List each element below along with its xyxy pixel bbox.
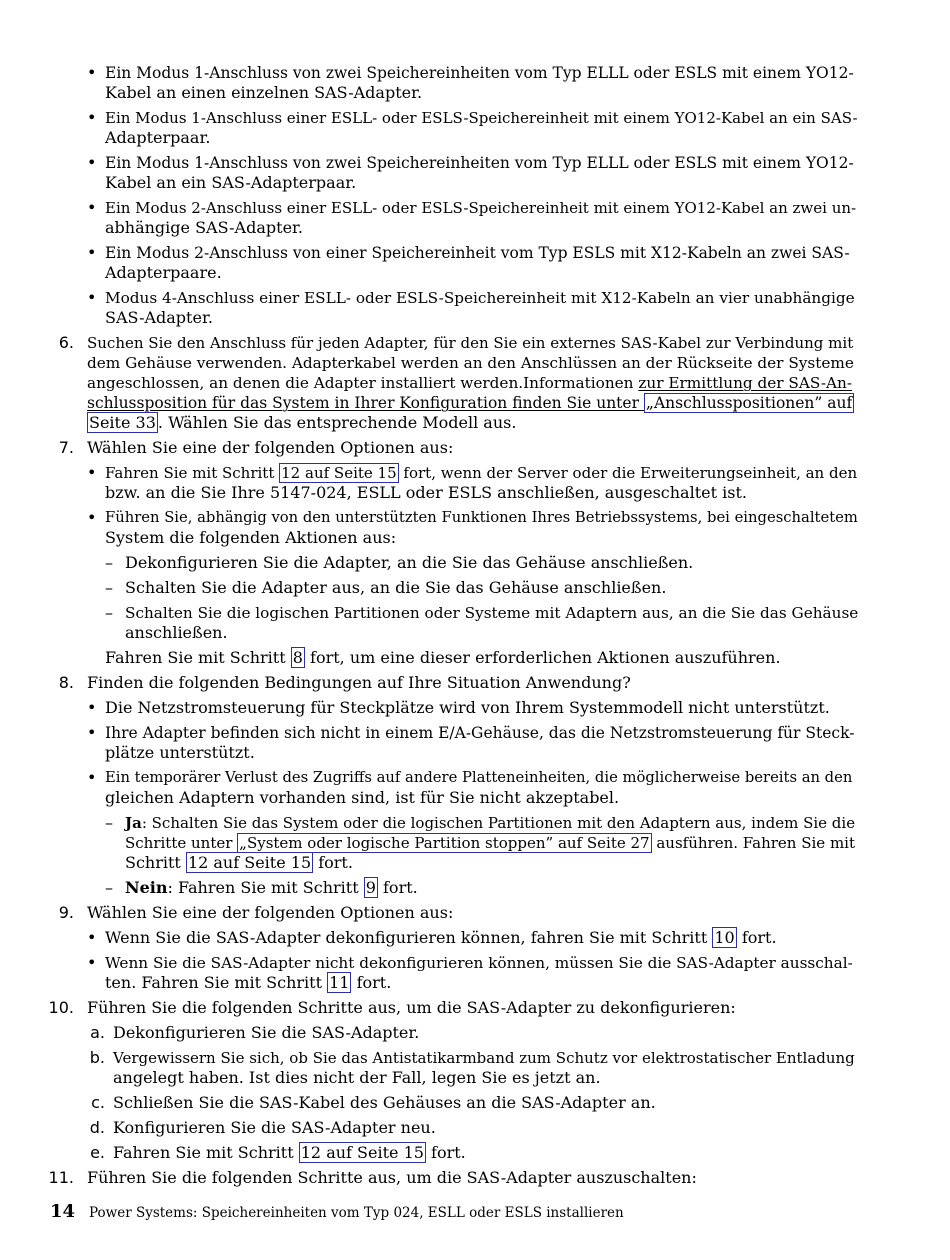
step-text: Führen Sie die folgenden Schritte aus, um die SAS-Adapter zu dekonfigurieren:	[87, 998, 736, 1017]
dash: –	[105, 603, 113, 622]
sub-item-text: Ja: Schalten Sie das System oder die logischen Partitionen mit den Adaptern aus, indem Sie die	[125, 814, 856, 832]
step-number: 8.	[58, 673, 74, 692]
step-number: 7.	[58, 438, 74, 457]
list-item-text: Ein Modus 1-Anschluss von zwei Speichereinheiten vom Typ ELLL oder ESLS mit einem YO12-	[105, 64, 854, 82]
step-text: angeschlossen, an denen die Adapter installiert werden.Informationen zur Ermittlung der SAS-An-	[87, 374, 853, 392]
step-text: dem Gehäuse verwenden. Adapterkabel werden an den Anschlüssen an der Rückseite der Systeme	[87, 354, 854, 372]
bullet: •	[87, 698, 97, 717]
bullet: •	[87, 768, 97, 787]
answer-yes-label: Ja	[125, 814, 142, 832]
answer-no-label: Nein	[125, 878, 168, 897]
sub-step-letter: d.	[89, 1118, 105, 1137]
bullet: •	[87, 63, 97, 82]
step-text: Wählen Sie eine der folgenden Optionen aus:	[87, 903, 454, 922]
step-number: 9.	[58, 903, 74, 922]
bullet: •	[87, 198, 97, 217]
bullet: •	[87, 153, 97, 172]
sub-item-text: Dekonfigurieren Sie die Adapter, an die Sie das Gehäuse anschließen.	[125, 553, 694, 572]
bullet: •	[87, 723, 97, 742]
step-number: 6.	[58, 333, 74, 352]
list-item-text: Wenn Sie die SAS-Adapter nicht dekonfigurieren können, müssen Sie die SAS-Adapter ausschal-	[105, 954, 853, 972]
step-text: Seite 33 . Wählen Sie das entsprechende Modell aus.	[89, 413, 517, 432]
step-text: Wählen Sie eine der folgenden Optionen aus:	[87, 438, 454, 457]
sub-item-text: Schalten Sie die logischen Partitionen oder Systeme mit Adaptern aus, an die Sie das Gehäuse	[125, 604, 859, 622]
list-item-text: Kabel an ein SAS-Adapterpaar.	[105, 173, 357, 192]
cross-reference-link[interactable]: „System oder logische Partition stoppen” auf Seite 27	[239, 834, 650, 852]
list-item-text: abhängige SAS-Adapter.	[105, 218, 304, 237]
sub-step-text: Fahren Sie mit Schritt 12 auf Seite 15 fort.	[113, 1143, 466, 1162]
dash: –	[105, 553, 113, 572]
sub-step-text: Dekonfigurieren Sie die SAS-Adapter.	[113, 1023, 420, 1042]
cross-reference-link[interactable]: 9	[365, 878, 376, 897]
step-number: 10.	[48, 998, 74, 1017]
step-text: Suchen Sie den Anschluss für jeden Adapter, für den Sie ein externes SAS-Kabel zur Verbindung mit	[87, 334, 854, 352]
list-item-text: Modus 4-Anschluss einer ESLL- oder ESLS-Speichereinheit mit X12-Kabeln an vier unabhängige	[105, 289, 855, 307]
list-item-text: ten. Fahren Sie mit Schritt 11 fort.	[105, 973, 392, 992]
sub-step-text: angelegt haben. Ist dies nicht der Fall, legen Sie es jetzt an.	[113, 1068, 601, 1087]
sub-item-text: Schritte unter „System oder logische Partition stoppen” auf Seite 27 ausführen. Fahren Sie mit	[125, 834, 856, 852]
list-item-text: Adapterpaar.	[105, 128, 211, 147]
bullet: •	[87, 953, 97, 972]
bullet: •	[87, 288, 97, 307]
list-item-text: Führen Sie, abhängig von den unterstützten Funktionen Ihres Betriebssystems, bei eingeschaltetem	[105, 509, 858, 526]
dash: –	[105, 878, 113, 897]
sub-step-text: Vergewissern Sie sich, ob Sie das Antistatikarmband zum Schutz vor elektrostatischer Entladung	[113, 1049, 855, 1067]
step-text: Führen Sie die folgenden Schritte aus, um die SAS-Adapter auszuschalten:	[87, 1168, 697, 1187]
list-item-text: Ein Modus 2-Anschluss von einer Speichereinheit vom Typ ESLS mit X12-Kabeln an zwei SAS-	[105, 244, 850, 262]
step-number: 11.	[48, 1168, 74, 1187]
underlined-text: schlussposition für das System in Ihrer Konfiguration finden Sie unter	[87, 394, 644, 412]
sub-step-letter: c.	[91, 1093, 105, 1112]
sub-step-letter: e.	[90, 1143, 105, 1162]
list-item-text: Kabel an einen einzelnen SAS-Adapter.	[105, 83, 423, 102]
step-text: Finden die folgenden Bedingungen auf Ihre Situation Anwendung?	[87, 673, 631, 692]
cross-reference-link[interactable]: 12 auf Seite 15	[300, 1143, 424, 1162]
list-item-text: Wenn Sie die SAS-Adapter dekonfigurieren können, fahren Sie mit Schritt 10 fort.	[105, 928, 777, 947]
list-item-text: Ein temporärer Verlust des Zugriffs auf andere Platteneinheiten, die möglicherweise bereits an den	[105, 769, 853, 786]
list-item-text: SAS-Adapter.	[105, 308, 213, 327]
list-item-text: Adapterpaare.	[105, 263, 222, 282]
sub-step-letter: b.	[89, 1048, 105, 1067]
sub-item-text: Nein: Fahren Sie mit Schritt 9 fort.	[125, 878, 418, 897]
sub-item-text: anschließen.	[125, 623, 228, 642]
bullet: •	[87, 108, 97, 127]
list-item-text: Fahren Sie mit Schritt 12 auf Seite 15 fort, wenn der Server oder die Erweiterungseinheit, an den	[105, 464, 858, 482]
sub-item-text: Schalten Sie die Adapter aus, an die Sie das Gehäuse anschließen.	[125, 578, 667, 597]
cross-reference-link[interactable]: 8	[292, 648, 303, 667]
cross-reference-link[interactable]: 12 auf Seite 15	[187, 853, 312, 872]
list-item-text: Ihre Adapter befinden sich nicht in einem E/A-Gehäuse, das die Netzstromsteuerung für Steck-	[105, 724, 855, 742]
dash: –	[105, 813, 113, 832]
cross-reference-link[interactable]: „Anschlusspositionen” auf	[645, 394, 853, 412]
list-item-text: bzw. an die Sie Ihre 5147-024, ESLL oder ESLS anschließen, ausgeschaltet ist.	[105, 483, 747, 502]
bullet: •	[87, 243, 97, 262]
step-text	[87, 393, 854, 413]
list-item-text: System die folgenden Aktionen aus:	[105, 528, 397, 547]
cross-reference-link[interactable]: 12 auf Seite 15	[281, 464, 397, 482]
sub-step-letter: a.	[90, 1023, 105, 1042]
cross-reference-link[interactable]: Seite 33	[89, 413, 156, 432]
cross-reference-link[interactable]: 10	[714, 928, 735, 947]
step-continuation: Fahren Sie mit Schritt 8 fort, um eine dieser erforderlichen Aktionen auszuführen.	[105, 648, 781, 667]
underlined-text: zur Ermittlung der SAS-An-	[638, 374, 853, 392]
bullet: •	[87, 508, 97, 527]
list-item-text: gleichen Adaptern vorhanden sind, ist für Sie nicht akzeptabel.	[105, 788, 620, 807]
list-item-text: Die Netzstromsteuerung für Steckplätze wird von Ihrem Systemmodell nicht unterstützt.	[105, 698, 830, 717]
list-item-text: Ein Modus 1-Anschluss von zwei Speichereinheiten vom Typ ELLL oder ESLS mit einem YO12-	[105, 154, 854, 172]
list-item-text: Ein Modus 1-Anschluss einer ESLL- oder ESLS-Speichereinheit mit einem YO12-Kabel an ein SAS-	[105, 109, 858, 127]
dash: –	[105, 578, 113, 597]
list-item-text: Ein Modus 2-Anschluss einer ESLL- oder ESLS-Speichereinheit mit einem YO12-Kabel an zwei un-	[105, 199, 857, 217]
list-item-text: plätze unterstützt.	[105, 743, 255, 762]
page-number: 14	[50, 1201, 76, 1222]
bullet: •	[87, 463, 97, 482]
cross-reference-link[interactable]: 11	[329, 973, 350, 992]
footer-title: Power Systems: Speichereinheiten vom Typ 024, ESLL oder ESLS installieren	[89, 1205, 624, 1221]
sub-step-text: Konfigurieren Sie die SAS-Adapter neu.	[113, 1118, 436, 1137]
sub-step-text: Schließen Sie die SAS-Kabel des Gehäuses an die SAS-Adapter an.	[113, 1093, 656, 1112]
sub-item-text: Schritt 12 auf Seite 15 fort.	[125, 853, 353, 872]
bullet: •	[87, 928, 97, 947]
